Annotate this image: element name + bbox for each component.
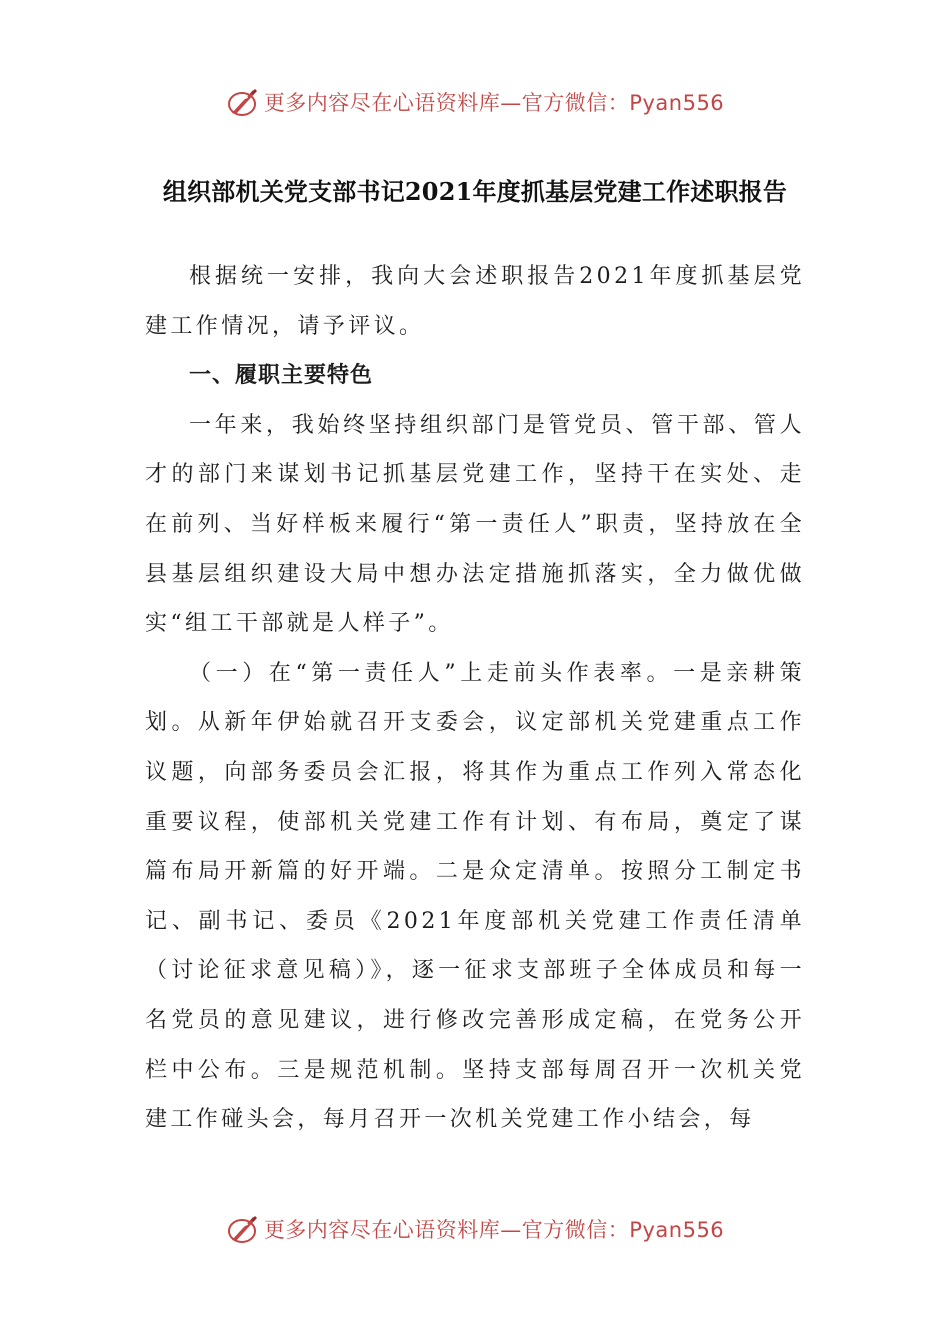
document-body <box>145 252 805 1145</box>
section-heading: 一、履职主要特色 <box>189 363 374 389</box>
paragraph-subsection-1: （一）在“第一责任人”上走前头作表率。一是亲耕策划。从新年伊始就召开支委会，议定部机关党建重点工作议题，向部务委员会汇报，将其作为重点工作列入常态化重要议程，使部机关党建工作有计划、有布局，奠定了谋篇布局开新篇的好开端。二是众定清单。按照分工制定书记、副书记、委员《2021年度部机关党建工作责任清单（讨论征求意见稿）》，逐一征求支部班子全体成员和每一名党员的意见建议，进行修改完善形成定稿，在党务公开栏中公布。三是规范机制。坚持支部每周召开一次机关党建工作碰头会，每月召开一次机关党建工作小结会，每 <box>145 660 805 1133</box>
watermark-text: 更多内容尽在心语资料库—官方微信：Pyan556 <box>263 91 725 115</box>
watermark-text: 更多内容尽在心语资料库—官方微信：Pyan556 <box>263 1218 725 1242</box>
paragraph-overview: 一年来，我始终坚持组织部门是管党员、管干部、管人才的部门来谋划书记抓基层党建工作，坚持干在实处、走在前列、当好样板来履行“第一责任人”职责，坚持放在全县基层组织建设大局中想办法定措施抓落实，全力做优做实“组工干部就是人样子”。 <box>145 412 805 637</box>
paragraph-intro: 根据统一安排，我向大会述职报告2021年度抓基层党建工作情况，请予评议。 <box>145 264 805 339</box>
document-title: 组织部机关党支部书记2021年度抓基层党建工作述职报告 <box>162 177 788 206</box>
header-watermark <box>0 82 950 122</box>
quill-pen-logo-icon <box>226 1212 260 1246</box>
footer-watermark <box>0 1209 950 1249</box>
quill-pen-logo-icon <box>226 85 260 119</box>
